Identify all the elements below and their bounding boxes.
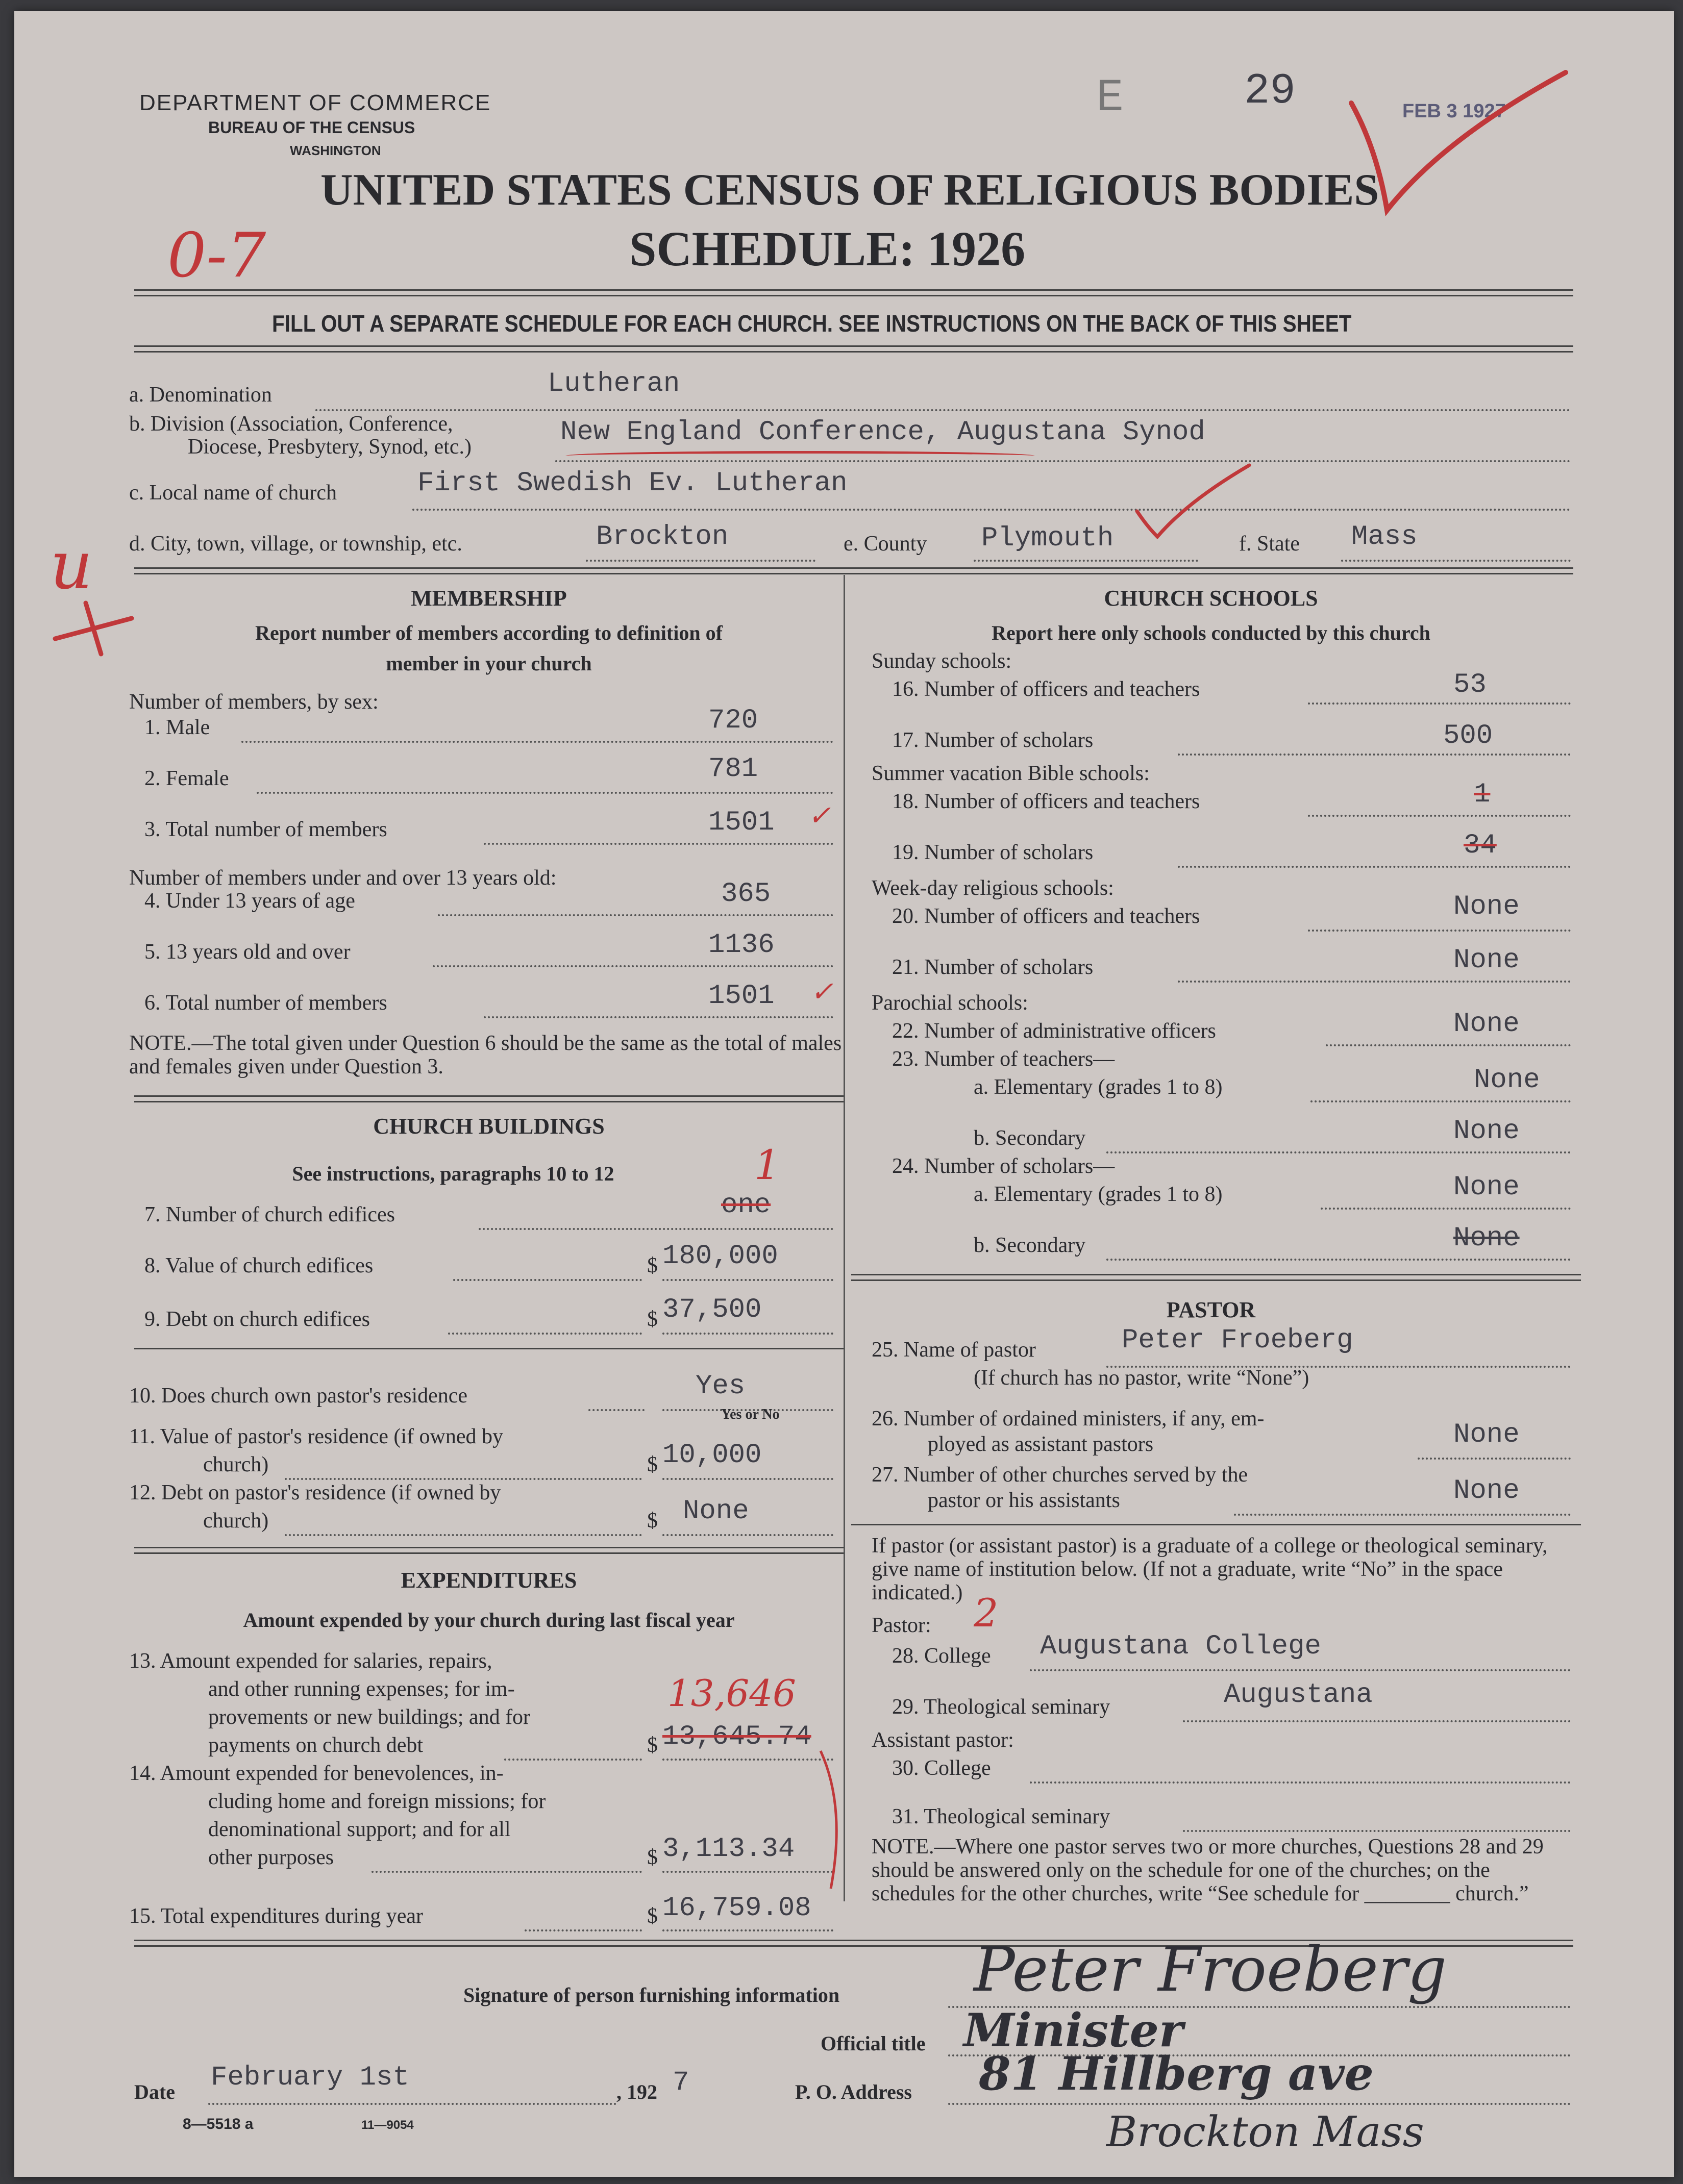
q7-value: one xyxy=(721,1190,771,1221)
q17-label: 17. Number of scholars xyxy=(892,729,1094,752)
q15-label: 15. Total expenditures during year xyxy=(129,1904,423,1928)
schedule-title: SCHEDULE: 1926 xyxy=(629,221,1026,276)
state-value: Mass xyxy=(1351,521,1418,553)
city-label: d. City, town, village, or township, etc. xyxy=(129,532,462,556)
q12-label-1: 12. Debt on pastor's residence (if owned by xyxy=(129,1481,501,1504)
q12-value: None xyxy=(683,1496,749,1527)
q20-value: None xyxy=(1453,891,1520,922)
q22-value: None xyxy=(1453,1009,1520,1040)
q11-label-2: church) xyxy=(203,1453,269,1476)
form-title: UNITED STATES CENSUS OF RELIGIOUS BODIES xyxy=(320,165,1379,215)
dept-heading: DEPARTMENT OF COMMERCE xyxy=(139,90,491,115)
signature-label: Signature of person furnishing information xyxy=(463,1984,840,2006)
q14-line-3: denominational support; and for all xyxy=(208,1818,511,1841)
county-value: Plymouth xyxy=(981,523,1114,554)
received-date-stamp: FEB 3 1927 xyxy=(1402,101,1506,122)
q20-label: 20. Number of officers and teachers xyxy=(892,905,1200,928)
membership-heading: MEMBERSHIP xyxy=(411,586,567,611)
membership-note: NOTE.—The total given under Question 6 should be the same as the total of males and females given under Question 3. xyxy=(129,1032,842,1078)
stamp-number: 29 xyxy=(1244,67,1296,116)
q22-label: 22. Number of administrative officers xyxy=(892,1019,1216,1043)
q13-value: 13,645.74 xyxy=(662,1721,811,1752)
q3-value: 1501 xyxy=(708,807,775,838)
q14-line-1: 14. Amount expended for benevolences, in- xyxy=(129,1762,504,1785)
red-checkmark-icon xyxy=(1341,57,1576,225)
assistant-label: Assistant pastor: xyxy=(872,1728,1014,1752)
q23-label: 23. Number of teachers— xyxy=(892,1047,1115,1071)
q23b-label: b. Secondary xyxy=(974,1126,1086,1150)
q10-value: Yes xyxy=(696,1371,746,1402)
q14-value: 3,113.34 xyxy=(662,1834,795,1865)
q10-label: 10. Does church own pastor's residence xyxy=(129,1384,468,1408)
q13-correction: 13,646 xyxy=(667,1672,796,1715)
division-value: New England Conference, Augustana Synod xyxy=(560,417,1205,448)
print-number: 11—9054 xyxy=(361,2118,414,2132)
summer-label: Summer vacation Bible schools: xyxy=(872,762,1150,785)
sunday-label: Sunday schools: xyxy=(872,649,1012,673)
parochial-label: Parochial schools: xyxy=(872,991,1028,1015)
q31-label: 31. Theological seminary xyxy=(892,1805,1110,1828)
q21-label: 21. Number of scholars xyxy=(892,956,1094,979)
q14-line-4: other purposes xyxy=(208,1846,334,1869)
graduate-intro: If pastor (or assistant pastor) is a graduate of a college or theological seminary, give name of institution below. (If not a graduate, write “No” in the space indicated.) xyxy=(872,1534,1548,1604)
q24-label: 24. Number of scholars— xyxy=(892,1154,1115,1178)
expenditures-heading: EXPENDITURES xyxy=(401,1568,577,1593)
q16-value: 53 xyxy=(1453,669,1487,700)
q27-value: None xyxy=(1453,1475,1520,1507)
q2-label: 2. Female xyxy=(144,767,229,790)
red-underline xyxy=(565,451,1035,461)
q23a-value: None xyxy=(1474,1065,1540,1096)
q13-line-4: payments on church debt xyxy=(208,1734,424,1757)
q9-label: 9. Debt on church edifices xyxy=(144,1308,370,1331)
q29-label: 29. Theological seminary xyxy=(892,1695,1110,1719)
q24b-label: b. Secondary xyxy=(974,1234,1086,1257)
q19-label: 19. Number of scholars xyxy=(892,841,1094,864)
census-schedule-form xyxy=(14,11,1674,2177)
q25-value: Peter Froeberg xyxy=(1122,1325,1353,1356)
year-prefix: , 192 xyxy=(616,2080,657,2103)
church-name-value: First Swedish Ev. Lutheran xyxy=(417,468,848,499)
buildings-heading: CHURCH BUILDINGS xyxy=(373,1114,605,1139)
dollar-sign: $ xyxy=(647,1509,658,1533)
by-age-label: Number of members under and over 13 years old: xyxy=(129,866,557,890)
margin-mark-side: u xyxy=(50,526,93,604)
date-label: Date xyxy=(134,2080,175,2103)
schools-sub: Report here only schools conducted by this church xyxy=(992,621,1430,644)
dollar-sign: $ xyxy=(647,1734,658,1757)
official-title-value: Minister xyxy=(963,2003,1183,2057)
po-address-label: P. O. Address xyxy=(795,2080,912,2103)
check-mark-icon: ✓ xyxy=(808,799,831,832)
church-name-label: c. Local name of church xyxy=(129,481,337,505)
q26-label-1: 26. Number of ordained ministers, if any, em- xyxy=(872,1407,1265,1430)
q28-value: Augustana College xyxy=(1040,1631,1321,1662)
red-cross-mark-icon xyxy=(45,598,142,659)
po-address-line-1: 81 Hillberg ave xyxy=(979,2047,1374,2101)
year-suffix: 7 xyxy=(673,2067,689,2098)
q12-label-2: church) xyxy=(203,1509,269,1533)
pastor-label: Pastor: xyxy=(872,1614,931,1637)
q29-value: Augustana xyxy=(1224,1679,1373,1711)
form-number: 8—5518 a xyxy=(183,2116,254,2132)
weekday-label: Week-day religious schools: xyxy=(872,876,1114,900)
q4-value: 365 xyxy=(721,878,771,910)
q18-label: 18. Number of officers and teachers xyxy=(892,790,1200,813)
bureau-heading: BUREAU OF THE CENSUS xyxy=(208,118,415,137)
stamp-letter: E xyxy=(1096,72,1124,124)
pastor-mark: 2 xyxy=(974,1590,999,1636)
expenditures-sub: Amount expended by your church during last fiscal year xyxy=(243,1609,735,1631)
dollar-sign: $ xyxy=(647,1846,658,1869)
q24b-value: None xyxy=(1453,1223,1520,1254)
official-title-label: Official title xyxy=(821,2032,926,2055)
q13-line-2: and other running expenses; for im- xyxy=(208,1677,515,1701)
dollar-sign: $ xyxy=(647,1904,658,1928)
signature-value: Peter Froeberg xyxy=(974,1935,1447,2005)
q11-label-1: 11. Value of pastor's residence (if owned by xyxy=(129,1425,504,1448)
q1-label: 1. Male xyxy=(144,716,210,739)
membership-intro-2: member in your church xyxy=(386,652,592,675)
q5-value: 1136 xyxy=(708,930,775,961)
q26-label-2: ployed as assistant pastors xyxy=(928,1433,1154,1456)
instruction-banner: FILL OUT A SEPARATE SCHEDULE FOR EACH CHURCH. SEE INSTRUCTIONS ON THE BACK OF THIS SHEET xyxy=(272,310,1352,337)
q28-label: 28. College xyxy=(892,1644,991,1668)
q1-value: 720 xyxy=(708,705,758,736)
q14-line-2: cluding home and foreign missions; for xyxy=(208,1790,546,1813)
q17-value: 500 xyxy=(1443,720,1493,751)
q10-hint: Yes or No xyxy=(721,1407,780,1422)
dollar-sign: $ xyxy=(647,1254,658,1277)
schools-heading: CHURCH SCHOOLS xyxy=(1104,586,1318,611)
q25-label: 25. Name of pastor xyxy=(872,1338,1036,1362)
membership-intro-1: Report number of members according to definition of xyxy=(255,621,723,644)
q11-value: 10,000 xyxy=(662,1440,762,1471)
q4-label: 4. Under 13 years of age xyxy=(144,889,355,913)
q8-value: 180,000 xyxy=(662,1241,778,1272)
q2-value: 781 xyxy=(708,754,758,785)
q21-value: None xyxy=(1453,945,1520,976)
city-heading: WASHINGTON xyxy=(290,143,381,158)
q16-label: 16. Number of officers and teachers xyxy=(892,677,1200,701)
division-label-1: b. Division (Association, Conference, xyxy=(129,412,453,436)
q30-label: 30. College xyxy=(892,1756,991,1780)
q13-line-1: 13. Amount expended for salaries, repairs, xyxy=(129,1649,492,1673)
q27-label-1: 27. Number of other churches served by the xyxy=(872,1463,1248,1487)
check-mark-icon: ✓ xyxy=(810,975,834,1008)
q7-correction: 1 xyxy=(754,1141,780,1189)
pastor-heading: PASTOR xyxy=(1166,1297,1256,1322)
dollar-sign: $ xyxy=(647,1453,658,1476)
q6-value: 1501 xyxy=(708,981,775,1012)
q26-value: None xyxy=(1453,1419,1520,1450)
county-label: e. County xyxy=(844,532,927,556)
q19-value: 34 xyxy=(1464,830,1497,861)
red-bracket-icon xyxy=(815,1746,872,1899)
q7-label: 7. Number of church edifices xyxy=(144,1203,395,1226)
city-value: Brockton xyxy=(596,521,729,553)
q8-label: 8. Value of church edifices xyxy=(144,1254,374,1277)
division-label-2: Diocese, Presbytery, Synod, etc.) xyxy=(188,435,472,459)
q3-label: 3. Total number of members xyxy=(144,818,387,841)
denomination-label: a. Denomination xyxy=(129,383,272,407)
buildings-sub: See instructions, paragraphs 10 to 12 xyxy=(292,1162,614,1185)
q18-value: 1 xyxy=(1474,779,1491,810)
q27-label-2: pastor or his assistants xyxy=(928,1489,1120,1512)
by-sex-label: Number of members, by sex: xyxy=(129,690,379,714)
q13-line-3: provements or new buildings; and for xyxy=(208,1705,531,1729)
q25-hint: (If church has no pastor, write “None”) xyxy=(974,1366,1309,1390)
date-value: February 1st xyxy=(211,2062,409,2093)
margin-mark-top: 0-7 xyxy=(167,220,266,291)
q23a-label: a. Elementary (grades 1 to 8) xyxy=(974,1075,1223,1099)
state-label: f. State xyxy=(1239,532,1300,556)
denomination-value: Lutheran xyxy=(548,368,680,399)
po-address-line-2: Brockton Mass xyxy=(1106,2108,1424,2156)
q24a-value: None xyxy=(1453,1172,1520,1203)
q23b-value: None xyxy=(1453,1116,1520,1147)
pastor-note: NOTE.—Where one pastor serves two or more churches, Questions 28 and 29 should be answered only on the schedule for one of the churches; on the schedules for the other churches, write “See schedule for ________ church.” xyxy=(872,1835,1544,1905)
dollar-sign: $ xyxy=(647,1308,658,1331)
q9-value: 37,500 xyxy=(662,1294,762,1325)
q5-label: 5. 13 years old and over xyxy=(144,940,351,964)
q6-label: 6. Total number of members xyxy=(144,991,387,1015)
q15-value: 16,759.08 xyxy=(662,1893,811,1924)
q24a-label: a. Elementary (grades 1 to 8) xyxy=(974,1183,1223,1206)
